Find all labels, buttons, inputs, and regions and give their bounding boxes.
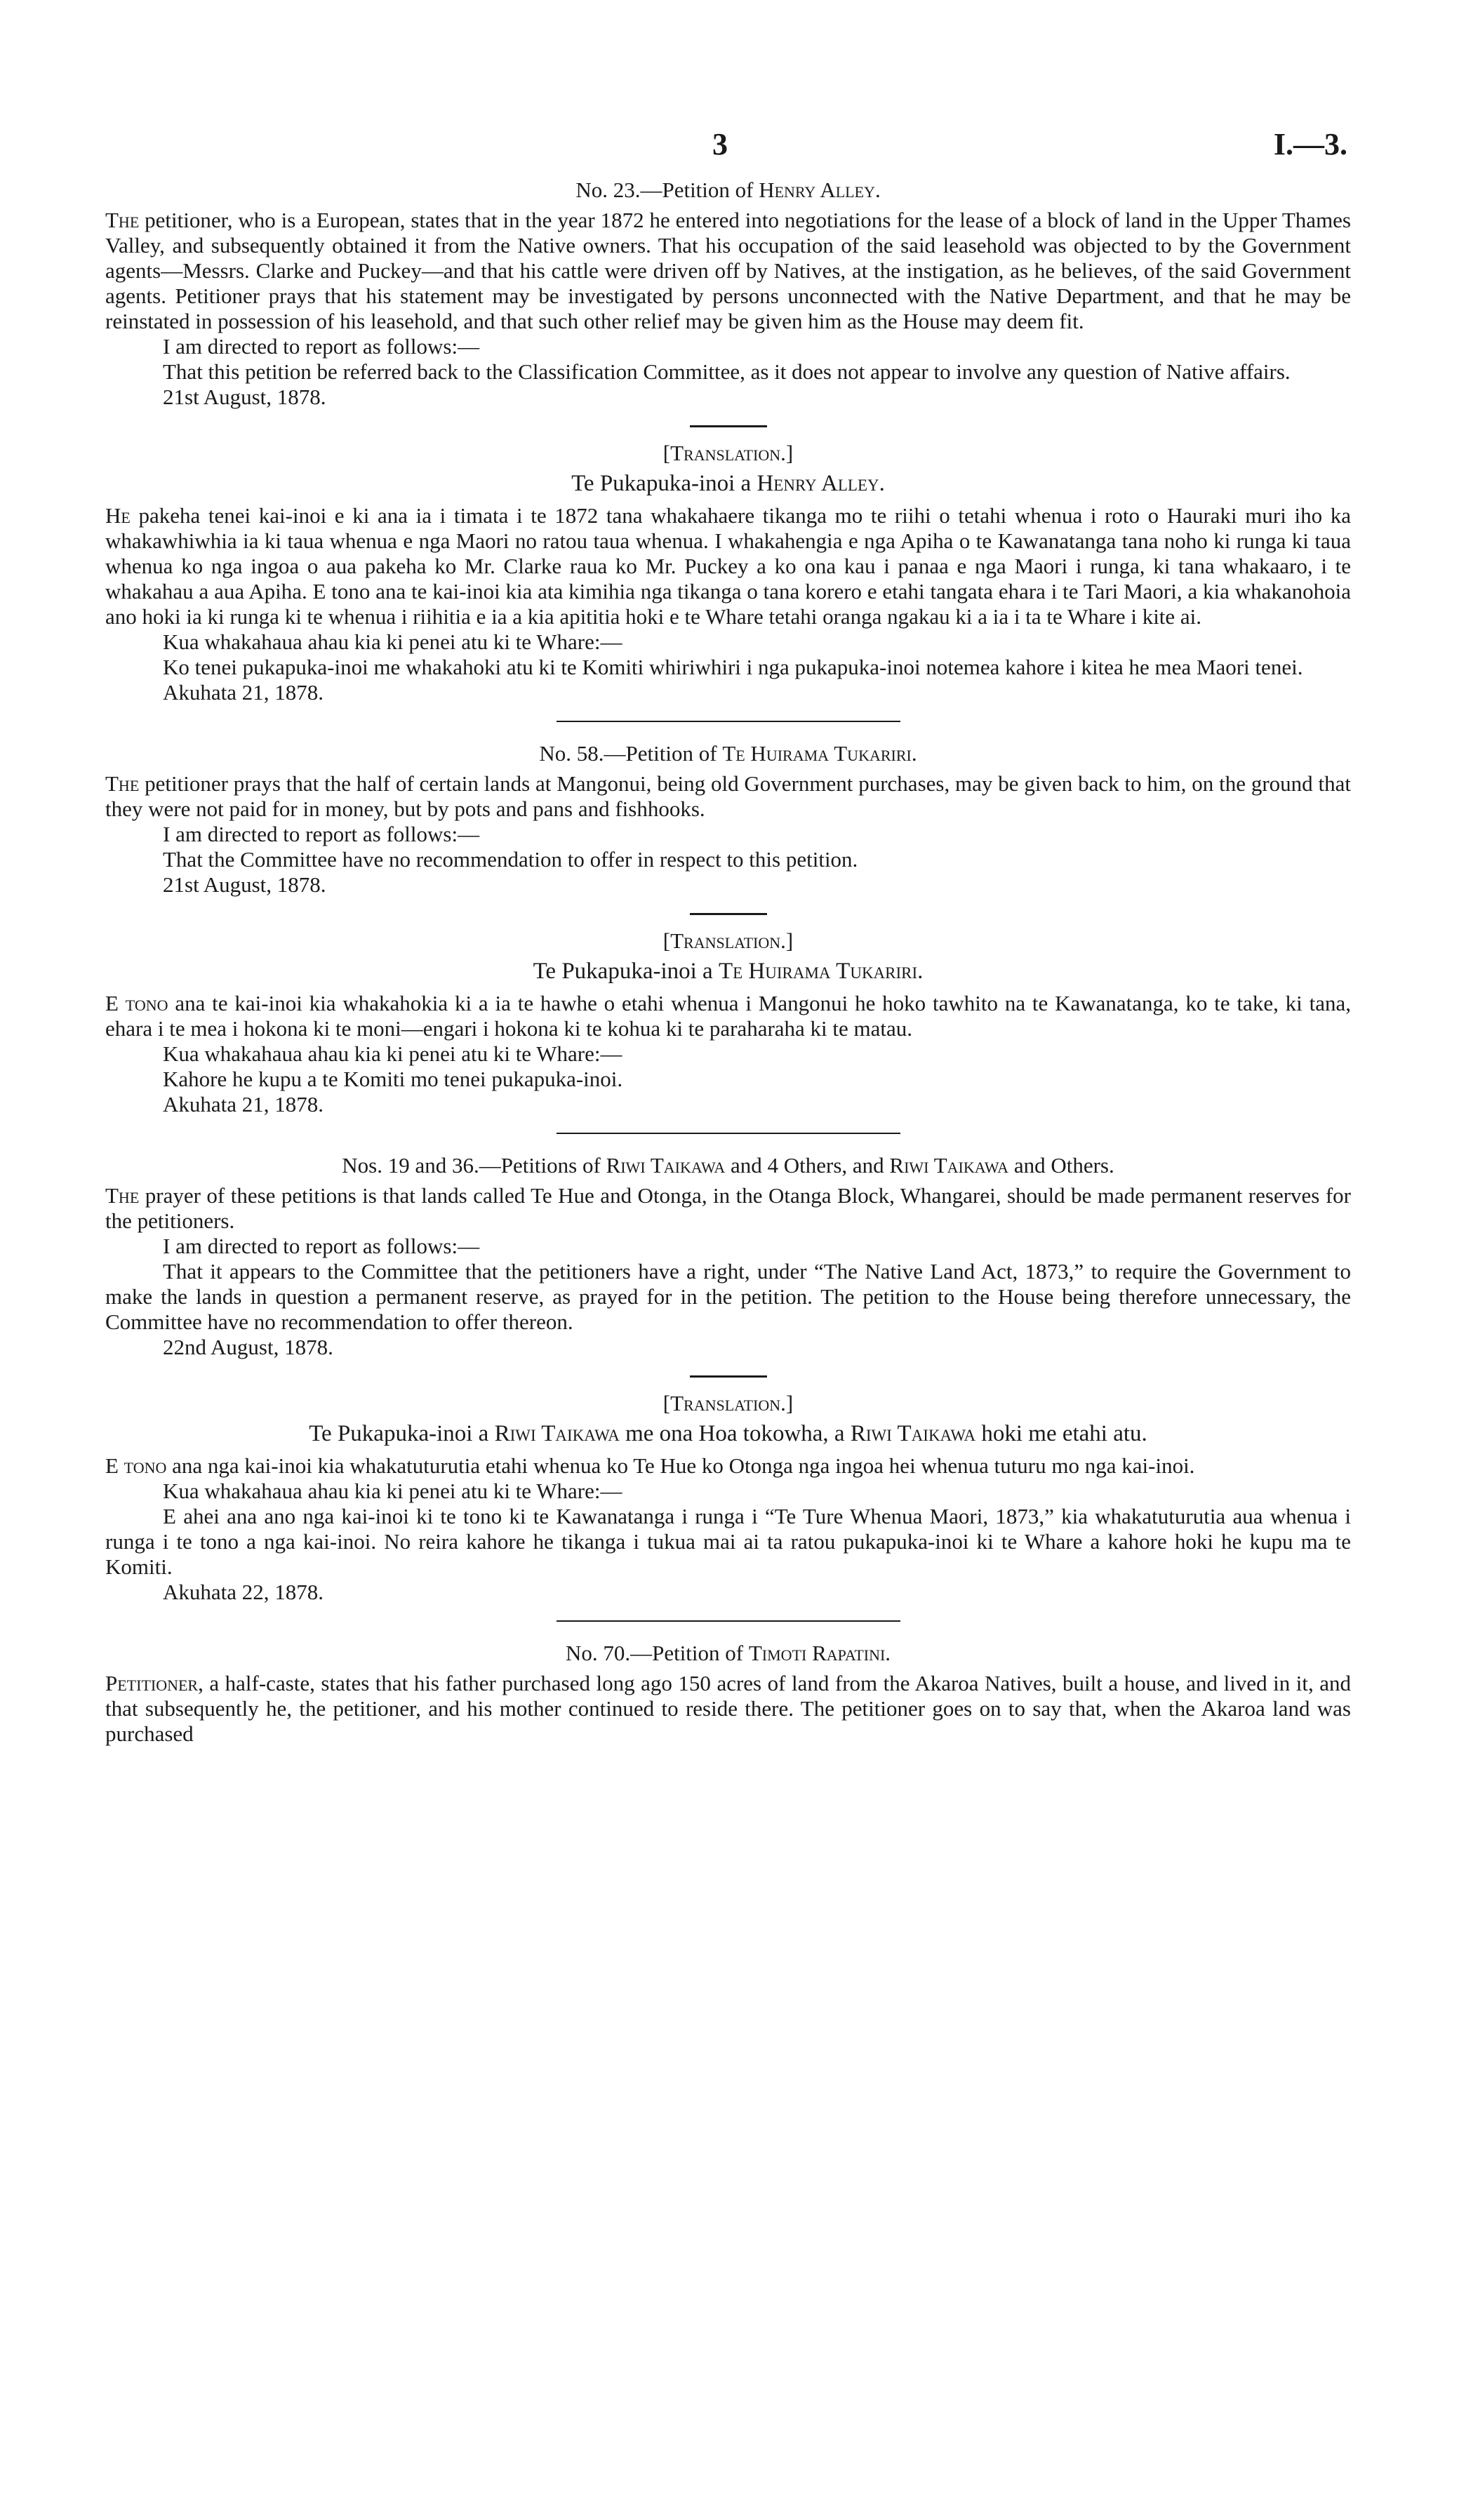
page-header xyxy=(105,119,1351,168)
directed-line: I am directed to report as follows:— xyxy=(163,334,480,359)
petition-section xyxy=(105,1152,1351,1605)
divider xyxy=(690,1375,767,1378)
directed-line: I am directed to report as follows:— xyxy=(163,822,480,846)
translation-report-text: E ahei ana ano nga kai-inoi ki te tono ki te Kawanatanga i runga i “Te Ture Whenua Maori, 1873,” kia whakatuturutia aua whenua i runga i te tono a nga kai-inoi. No reira kahore he tikanga i tukua mai ai ta ratou pukapuka-inoi ki te Whare a kahore hoki he kupu ma te Komiti. xyxy=(105,1504,1351,1579)
petition-body: The petitioner, who is a European, states that in the year 1872 he entered into negotiations for the lease of a block of land in the Upper Thames Valley, and subsequently obtained it from the Native owners. That his occupation of the said leasehold was objected to by the Government agents—Messrs. Clarke and Puckey—and that his cattle were driven off by Natives, at the instigation, as he believes, of the said Government agents. Petitioner prays that his statement may be investigated by persons unconnected with the Native Department, and that he may be reinstated in possession of his leasehold, and that such other relief may be given him as the House may deem fit. xyxy=(105,208,1351,333)
section-divider xyxy=(557,1620,900,1622)
translation-label: [Translation.] xyxy=(662,1391,794,1415)
translation-label: [Translation.] xyxy=(662,928,794,953)
translation-report-text: Kahore he kupu a te Komiti mo tenei pukapuka-inoi. xyxy=(163,1067,623,1091)
report-date: 22nd August, 1878. xyxy=(163,1335,333,1359)
translation-directed-line: Kua whakahaua ahau kia ki penei atu ki te Whare:— xyxy=(163,1041,622,1066)
translation-body: He pakeha tenei kai-inoi e ki ana ia i timata i te 1872 tana whakahaere tikanga mo te riihi o tetahi whenua i roto o Hauraki muri iho ka whakawhiwhia ia ki taua whenua e nga Maori no ratou taua whenua. I whakahengia e nga Apiha o te Kawanatanga tana noho ki runga ki taua whenua ko nga ingoa o aua pakeha ko Mr. Clarke raua ko Mr. Puckey a ko ona kau i panaa e nga Maori i runga, ki tana whakaaro, i te whakahau a aua Apiha. E tono ana te kai-inoi kia ata kimihia nga tikanga o tana korero e etahi tangata ehara i te Tari Maori, a kia whakanohoia ano hoki ia ki runga ki te whenua i riihitia e ia a kia apititia hoki e te Whare tetahi oranga ngakau ki a ia i ta te Whare i kite ai. xyxy=(105,503,1351,629)
section-title: No. 70.—Petition of Timoti Rapatini. xyxy=(565,1641,891,1665)
translation-label: [Translation.] xyxy=(662,441,794,465)
translation-date: Akuhata 21, 1878. xyxy=(163,680,324,705)
translation-directed-line: Kua whakahaua ahau kia ki penei atu ki te Whare:— xyxy=(163,1479,622,1503)
page-number: 3 xyxy=(712,127,728,161)
translation-body: E tono ana nga kai-inoi kia whakatuturutia etahi whenua ko Te Hue ko Otonga nga ingoa hei whenua tuturu mo nga kai-inoi. xyxy=(105,1453,1195,1478)
section-divider xyxy=(557,1133,900,1134)
divider xyxy=(690,425,767,427)
petition-section xyxy=(105,177,1351,705)
petition-section xyxy=(105,740,1351,1117)
petition-body: The petitioner prays that the half of certain lands at Mangonui, being old Government purchases, may be given back to him, on the ground that they were not paid for in money, but by pots and pans and fishhooks. xyxy=(105,771,1351,821)
translation-directed-line: Kua whakahaua ahau kia ki penei atu ki te Whare:— xyxy=(163,629,622,654)
report-text: That the Committee have no recommendation to offer in respect to this petition. xyxy=(163,847,858,872)
report-date: 21st August, 1878. xyxy=(163,385,326,409)
translation-title: Te Pukapuka-inoi a Te Huirama Tukariri. xyxy=(533,959,924,984)
report-text: That this petition be referred back to the Classification Committee, as it does not appear to involve any question of Native affairs. xyxy=(163,359,1291,384)
section-title: Nos. 19 and 36.—Petitions of Riwi Taikawa and 4 Others, and Riwi Taikawa and Others. xyxy=(342,1153,1114,1178)
translation-date: Akuhata 22, 1878. xyxy=(163,1580,324,1604)
translation-body: E tono ana te kai-inoi kia whakahokia ki a ia te hawhe o etahi whenua i Mangonui he hoko tawhito na te Kawanatanga, ko te take, ki tana, ehara i te mea i hokona ki te moni—engari i hokona ki te kohua ki te paraharaha ki te matau. xyxy=(105,991,1351,1041)
directed-line: I am directed to report as follows:— xyxy=(163,1234,480,1258)
petition-body: Petitioner, a half-caste, states that his father purchased long ago 150 acres of land from the Akaroa Natives, built a house, and lived in it, and that subsequently he, the petitioner, and his mother continued to reside there. The petitioner goes on to say that, when the Akaroa land was purchased xyxy=(105,1671,1351,1746)
section-divider xyxy=(557,721,900,722)
document-page xyxy=(105,119,1351,1747)
translation-title: Te Pukapuka-inoi a Henry Alley. xyxy=(571,471,885,496)
paper-reference: I.—3. xyxy=(1273,127,1347,161)
translation-report-text: Ko tenei pukapuka-inoi me whakahoki atu ki te Komiti whiriwhiri i nga pukapuka-inoi notemea kahore i kitea he mea Maori tenei. xyxy=(163,655,1303,679)
section-title: No. 58.—Petition of Te Huirama Tukariri. xyxy=(539,741,917,766)
petition-body: The prayer of these petitions is that lands called Te Hue and Otonga, in the Otanga Block, Whangarei, should be made permanent reserves for the petitioners. xyxy=(105,1183,1351,1233)
report-date: 21st August, 1878. xyxy=(163,872,326,897)
divider xyxy=(690,913,767,915)
petition-section xyxy=(105,1640,1351,1747)
translation-title: Te Pukapuka-inoi a Riwi Taikawa me ona Hoa tokowha, a Riwi Taikawa hoki me etahi atu. xyxy=(309,1421,1147,1446)
section-title: No. 23.—Petition of Henry Alley. xyxy=(575,178,881,202)
report-text: That it appears to the Committee that the petitioners have a right, under “The Native Land Act, 1873,” to require the Government to make the lands in question a permanent reserve, as prayed for in the petition. The petition to the House being therefore unnecessary, the Committee have no recommendation to offer thereon. xyxy=(105,1259,1351,1334)
translation-date: Akuhata 21, 1878. xyxy=(163,1092,324,1116)
